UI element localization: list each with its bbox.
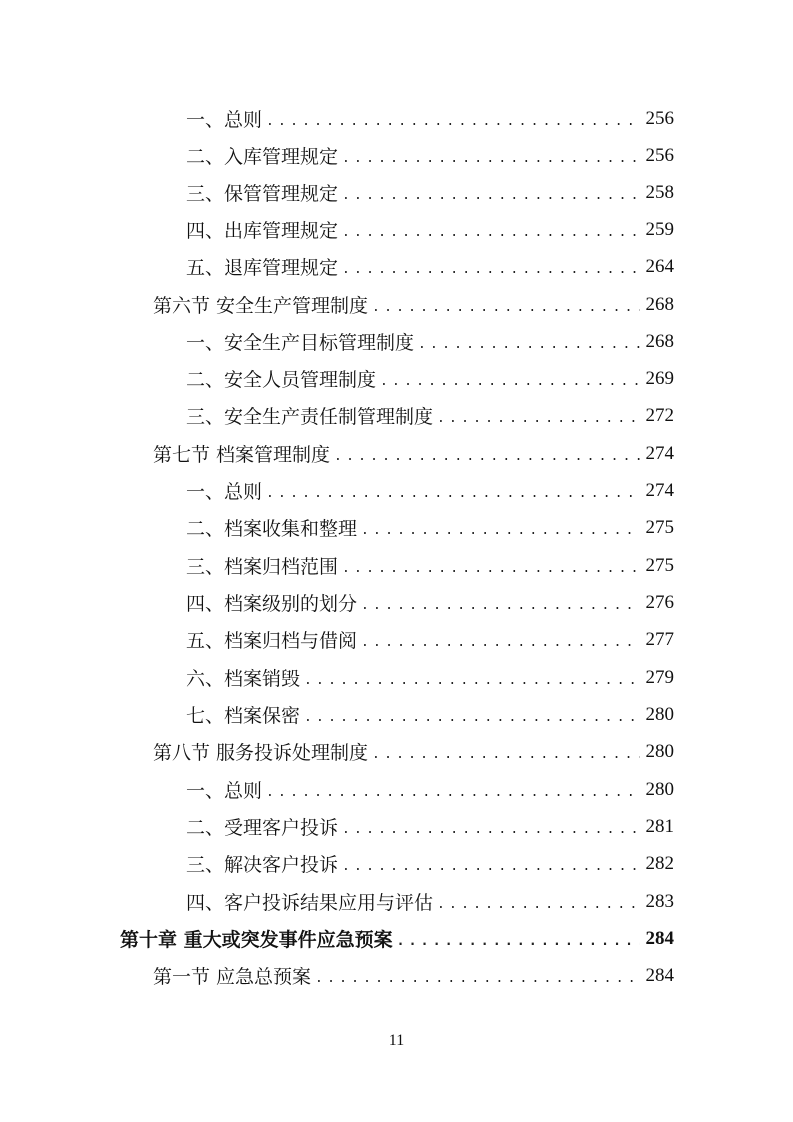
dot-leader	[342, 143, 639, 168]
toc-entry-label: 一、总则	[186, 481, 263, 503]
dot-leader	[342, 254, 639, 279]
toc-section-entry[interactable]	[153, 435, 674, 472]
toc-entry[interactable]	[186, 659, 674, 696]
dot-leader	[397, 926, 640, 951]
toc-entry[interactable]	[186, 248, 674, 285]
toc-entry-label: 一、安全生产目标管理制度	[186, 332, 415, 354]
toc-chapter-entry[interactable]	[120, 920, 674, 957]
toc-entry[interactable]	[186, 137, 674, 174]
toc-entry-label: 四、出库管理规定	[186, 220, 339, 242]
toc-entry-label: 第十章 重大或突发事件应急预案	[120, 929, 393, 951]
toc-entry-label: 第八节 服务投诉处理制度	[153, 742, 369, 764]
toc-entry-page: 256	[645, 107, 674, 129]
toc-entry[interactable]	[186, 100, 674, 137]
dot-leader	[304, 665, 639, 690]
toc-entry-page: 256	[645, 144, 674, 166]
toc-entry[interactable]	[186, 547, 674, 584]
toc-entry-label: 第一节 应急总预案	[153, 966, 312, 988]
dot-leader	[380, 366, 639, 391]
toc-entry-label: 三、解决客户投诉	[186, 854, 339, 876]
toc-entry-label: 二、受理客户投诉	[186, 817, 339, 839]
dot-leader	[361, 590, 639, 615]
toc-entry-page: 280	[645, 703, 674, 725]
toc-entry-page: 264	[645, 255, 674, 277]
toc-entry-page: 276	[645, 591, 674, 613]
toc-entry-page: 277	[645, 628, 674, 650]
dot-leader	[342, 553, 639, 578]
dot-leader	[304, 702, 639, 727]
toc-entry-label: 第七节 档案管理制度	[153, 444, 331, 466]
toc-entry-label: 七、档案保密	[186, 705, 301, 727]
toc-entry-label: 五、退库管理规定	[186, 257, 339, 279]
dot-leader	[437, 889, 639, 914]
dot-leader	[266, 106, 639, 131]
dot-leader	[315, 963, 639, 988]
toc-entry-page: 281	[645, 815, 674, 837]
toc-section-entry[interactable]	[153, 957, 674, 994]
toc-entry-label: 四、客户投诉结果应用与评估	[186, 892, 434, 914]
toc-entry-page: 269	[645, 367, 674, 389]
toc-entry-label: 一、总则	[186, 780, 263, 802]
toc-entry-page: 284	[645, 964, 674, 986]
toc-entry[interactable]	[186, 211, 674, 248]
toc-entry-label: 二、档案收集和整理	[186, 518, 358, 540]
toc-section-entry[interactable]	[153, 286, 674, 323]
toc-entry[interactable]	[186, 509, 674, 546]
toc-entry-label: 第六节 安全生产管理制度	[153, 295, 369, 317]
toc-entry[interactable]	[186, 621, 674, 658]
toc-entry[interactable]	[186, 584, 674, 621]
toc-entry-page: 275	[645, 554, 674, 576]
toc-entry[interactable]	[186, 360, 674, 397]
toc-entry-label: 三、安全生产责任制管理制度	[186, 406, 434, 428]
toc-entry-page: 284	[645, 927, 674, 949]
dot-leader	[266, 777, 639, 802]
toc-entry[interactable]	[186, 323, 674, 360]
dot-leader	[342, 180, 639, 205]
toc-entry-page: 283	[645, 890, 674, 912]
toc-entry[interactable]	[186, 174, 674, 211]
toc-entry-label: 五、档案归档与借阅	[186, 630, 358, 652]
toc-entry-page: 274	[645, 479, 674, 501]
toc-entry-page: 275	[645, 516, 674, 538]
toc-entry[interactable]	[186, 883, 674, 920]
toc-entry-page: 280	[645, 778, 674, 800]
dot-leader	[342, 217, 639, 242]
dot-leader	[361, 627, 639, 652]
toc-entry-page: 259	[645, 218, 674, 240]
toc-entry-label: 三、档案归档范围	[186, 556, 339, 578]
toc-entry-page: 280	[645, 740, 674, 762]
toc-entry-label: 二、入库管理规定	[186, 146, 339, 168]
toc-entry-page: 272	[645, 404, 674, 426]
toc-section-entry[interactable]	[153, 733, 674, 770]
dot-leader	[342, 814, 639, 839]
toc-entry[interactable]	[186, 696, 674, 733]
toc-entry[interactable]	[186, 771, 674, 808]
toc-entry[interactable]	[186, 808, 674, 845]
dot-leader	[372, 292, 639, 317]
toc-entry-label: 二、安全人员管理制度	[186, 369, 377, 391]
toc-entry-page: 279	[645, 666, 674, 688]
dot-leader	[342, 851, 639, 876]
page-number: 11	[388, 1032, 405, 1049]
toc-entry[interactable]	[186, 397, 674, 434]
dot-leader	[437, 403, 639, 428]
toc-entry-page: 268	[645, 330, 674, 352]
dot-leader	[372, 739, 639, 764]
toc-entry-label: 六、档案销毁	[186, 668, 301, 690]
toc-entry-page: 258	[645, 181, 674, 203]
toc-entry-label: 四、档案级别的划分	[186, 593, 358, 615]
dot-leader	[334, 441, 639, 466]
toc-entry-label: 一、总则	[186, 109, 263, 131]
toc-entry-page: 274	[645, 442, 674, 464]
dot-leader	[418, 329, 639, 354]
dot-leader	[361, 515, 639, 540]
toc-entry-page: 282	[645, 852, 674, 874]
dot-leader	[266, 478, 639, 503]
toc-entry-label: 三、保管管理规定	[186, 183, 339, 205]
toc-entry[interactable]	[186, 472, 674, 509]
toc-entry-page: 268	[645, 293, 674, 315]
toc-entry[interactable]	[186, 845, 674, 882]
